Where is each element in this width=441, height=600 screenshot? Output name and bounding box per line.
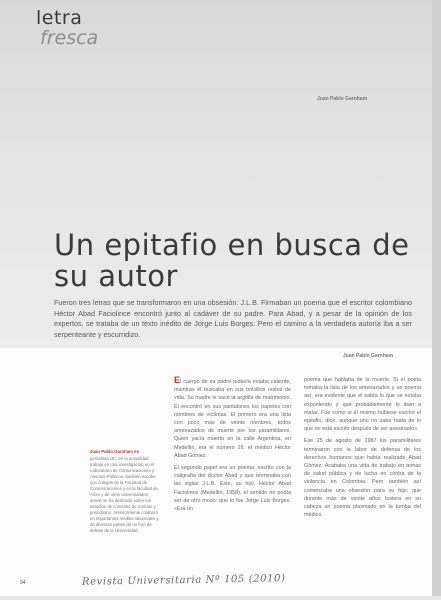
article-title: Un epitafio en busca de su autor xyxy=(54,228,410,293)
body-paragraph: Ese 25 de agosto de 1987 los paramilitares terminaron con la labor de defensa de los derechos humanos que había realizado Abad Gómez. Acababa una vida de trabajo en temas de salud pública y de lucha en contra de la violencia en Colombia. Pero también así comenzaba una obsesión para su hijo: que durante más de veinte años tuviera en su cabeza un poema plasmado en la tumba del médico. xyxy=(304,438,421,519)
body-column-1 xyxy=(174,376,291,513)
section-label-line1: letra xyxy=(36,7,83,29)
body-paragraph: El segundo papel era un poema, escrito con la caligrafía del doctor Abad y que terminaba con las siglas J.L.B. Este, su hijo, Héctor Abad Faciolince (Medellín, 1958), el sentido no podía ser de otro modo: que lo fue Jorge Luis Borges. «Era un xyxy=(174,465,291,513)
section-label xyxy=(36,8,98,48)
section-label-line2: fresca xyxy=(40,27,99,49)
article-lead: Fueron tres letras que se transformaron en una obsesión: J.L.B. Firmaban un poema que el escritor colombiano Héctor Abad Faciolince encontró junto al cadáver de su padre. Para Abad, y a pesar de la opinión de los expertos, se trataba de un texto inédito de Jorge Luis Borges. Pero el camino a la verdadera autoría iba a ser serpenteante y escurridizo. xyxy=(54,298,412,339)
author-bio-name: Juan Pablo Garnham es xyxy=(90,449,139,454)
top-byline: Juan Pablo Garnham xyxy=(317,96,368,102)
body-column-2 xyxy=(304,376,421,519)
page-number: 94 xyxy=(20,580,26,586)
author-byline: Juan Pablo Garnham xyxy=(343,353,394,359)
handwritten-annotation: Revista Universitaria Nº 105 (2010) xyxy=(81,573,286,588)
author-bio-text: periodista UC, en la actualidad trabaja en una investigación en el Laboratorio de Comunicaciones y Asuntos Públicos, también escribe con colegas de la Facultad de Comunicaciones y en la facultad de Artes y de otras universidades; donde se ha dedicado sobre los estudios de consumo de noticias y periodismo. Anteriormente colaboró en importantes medios nacionales y de diversas partes de un foro de debate de la Universidad. xyxy=(90,456,159,533)
author-bio xyxy=(90,449,162,534)
scan-edge xyxy=(0,596,441,600)
body-paragraph: l cuerpo de su padre todavía estaba caliente, mientras él buscaba en sus bolsillos restos de vida. Su madre le sacó la argolla de matrimonio. Él encontró en sus pantalones los papeles con nombres de víctimas. El primero era una lista con poco más de veinte nombres, todos amenazados de muerte por los paramilitares. Quien yacía muerto en la calle Argentina, en Medellín, era el número 16: el médico Héctor Abad Gómez. xyxy=(174,379,291,459)
body-paragraph: poema que hablaba de la muerte. Si el poeta tomaba la lista de los amenazados y un poema así, era evidente que el sabía lo que se estaba exponiendo y que probablemente lo iban a matar. Fue como si él mismo hubiese escrito el epitafio, dice, aunque uno no sabe nada de lo que no está escrito después de ser asesinado». xyxy=(304,377,421,433)
scan-shadow xyxy=(432,0,441,600)
drop-cap: E xyxy=(174,375,181,385)
